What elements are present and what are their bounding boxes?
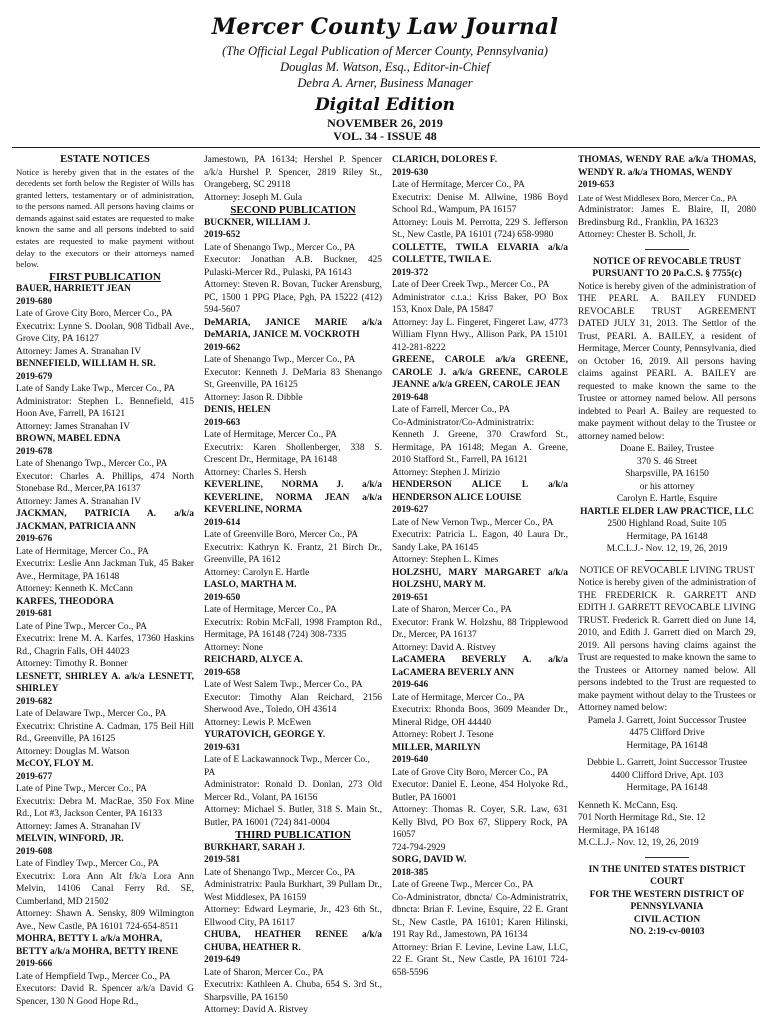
case-number: 2019-676 — [16, 534, 53, 545]
attorney: Attorney: Stephen L. Kimes — [392, 555, 499, 565]
decedent-name: GREENE, CAROLE a/k/a GREENE, CAROLE J. a/k/a GREENE, CAROLE JEANNE a/k/a GREEN, CAROLE JEAN — [392, 355, 568, 390]
attorney: Attorney: Kenneth K. McCann — [16, 584, 133, 595]
publication-dates: M.C.L.J.- Nov. 12, 19, 26, 2019 — [578, 838, 699, 848]
trustee-address: 4475 Clifford Drive — [629, 728, 705, 738]
attorney: Attorney: Douglas M. Watson — [16, 746, 130, 757]
attorney: Attorney: David A. Ristvey — [204, 1005, 308, 1015]
residence: Late of Pine Twp., Mercer Co., PA — [16, 784, 147, 795]
separator — [645, 560, 689, 561]
estate-notices-heading: ESTATE NOTICES — [60, 154, 150, 165]
trustee-or-attorney: or his attorney — [639, 481, 695, 492]
residence: Late of Sandy Lake Twp., Mercer Co., PA — [16, 384, 175, 395]
case-number: 2019-658 — [204, 667, 241, 678]
representative: Executrix: Debra M. MacRae, 350 Fox Mine Rd., Lot #3, Jackson Center, PA 16133 — [16, 796, 194, 820]
case-number: 2019-682 — [16, 696, 53, 707]
decedent-name: REICHARD, ALYCE A. — [204, 655, 303, 665]
masthead-rule — [12, 147, 760, 148]
residence: Late of Delaware Twp., Mercer Co., PA — [16, 709, 167, 720]
case-number: 2019-372 — [392, 267, 429, 278]
residence: Late of Hermitage, Mercer Co., PA — [204, 430, 337, 440]
attorney: Attorney: James A. Stranahan IV — [16, 821, 142, 832]
case-number: 2019-651 — [392, 592, 429, 603]
masthead-description: (The Official Legal Publication of Mercer County, Pennsylvania) — [222, 44, 548, 58]
decedent-name: MILLER, MARILYN — [392, 742, 481, 753]
attorney: Attorney: Edward Leymarie, Jr., 423 6th St., Ellwood City, PA 16117 — [204, 905, 382, 928]
attorney: Attorney: Charles S. Hersh — [204, 467, 307, 478]
attorney: Attorney: Stephen J. Mirizio — [392, 467, 500, 478]
separator — [645, 249, 689, 250]
masthead-editor: Douglas M. Watson, Esq., Editor-in-Chief — [280, 60, 490, 74]
decedent-name: BROWN, MABEL EDNA — [16, 434, 121, 445]
case-number: 2019-650 — [204, 592, 241, 603]
court-notice-header — [578, 864, 756, 939]
estate-entry — [204, 842, 382, 930]
attorney: Attorney: Thomas R. Coyer, S.R. Law, 631 Kelly Blvd, PO Box 67, Slippery Rock, PA 16057 — [392, 805, 568, 840]
decedent-name: KARFES, THEODORA — [16, 596, 114, 607]
attorney: Attorney: Robert J. Tesone — [392, 730, 494, 740]
case-number: 2019-681 — [16, 609, 53, 620]
decedent-name: MOHRA, BETTY I. a/k/a MOHRA, BETTY a/k/a MOHRA, BETTY IRENE — [16, 934, 179, 957]
attorney-phone: 724-794-2929 — [392, 842, 446, 853]
residence: Late of Hermitage, Mercer Co., PA — [204, 605, 337, 615]
attorney: Attorney: Timothy R. Bonner — [16, 659, 128, 670]
representative: Executor: Daniel E. Leone, 454 Holyoke Rd., Butler, PA 16001 — [392, 780, 568, 803]
case-number: 2019-640 — [392, 755, 429, 765]
representative: Administrator: James E. Blaire, II, 2080 Bredinsburg Rd., Franklin, PA 16323 — [578, 205, 756, 228]
representative: Executrix: Karen Shollenberger, 338 S. Crescent Dr., Hermitage, PA 16148 — [204, 442, 382, 465]
issue-volume: VOL. 34 - ISSUE 48 — [333, 129, 437, 143]
issue-date: NOVEMBER 26, 2019 — [327, 116, 443, 130]
trustee-city: Hermitage, PA 16148 — [626, 783, 708, 793]
law-firm: HARTLE ELDER LAW PRACTICE, LLC — [580, 506, 754, 517]
estate-entry — [204, 579, 382, 654]
trust-notice-title: NOTICE OF REVOCABLE TRUST PURSUANT TO 20 Pa.C.S. § 7755(c) — [592, 256, 742, 279]
attorney-address: 701 North Hermitage Rd., Ste. 12 — [578, 813, 706, 823]
attorney: Attorney: James A. Stranahan IV — [16, 496, 142, 507]
representative: Executor: Frank W. Holzshu, 88 Tripplewood Dr., Mercer, PA 16137 — [392, 617, 568, 640]
estate-entry — [392, 654, 568, 742]
residence: Late of Shenango Twp., Mercer Co., PA — [204, 242, 356, 253]
estate-entry — [16, 596, 194, 671]
decedent-name: HENDERSON ALICE L a/k/a HENDERSON ALICE LOUISE — [392, 480, 568, 503]
successor-trustee-1 — [578, 715, 756, 753]
decedent-name: YURATOVICH, GEORGE Y. — [204, 730, 326, 740]
residence: Late of West Salem Twp., Mercer Co., PA — [204, 680, 363, 690]
residence: Late of New Vernon Twp., Mercer Co., PA — [392, 517, 554, 528]
attorney: Attorney: Steven R. Bovan, Tucker Arensburg, PC, 1500 1 PPG Place, Pgh, PA 15222 (412) 594-5607 — [204, 280, 382, 315]
representative: Co-Administrator/Co-Administratrix: Kenneth J. Greene, 370 Crawford St., Hermitage, PA 16148; Megan A. Greene, 2010 Stafford St., Farrell, PA 16121 — [392, 417, 568, 465]
attorney: Attorney: Carolyn E. Hartle — [204, 567, 310, 578]
residence: Late of Shenango Twp., Mercer Co., PA — [204, 355, 356, 365]
representative: Executors: David R. Spencer a/k/a David G Spencer, 130 N Good Hope Rd., — [16, 984, 194, 1007]
estate-entry — [204, 404, 382, 479]
decedent-name: CHUBA, HEATHER RENEE a/k/a CHUBA, HEATHER R. — [204, 930, 382, 953]
column-2 — [204, 154, 382, 1016]
residence: Late of Sharon, Mercer Co., PA — [392, 605, 512, 615]
case-number: 2019-678 — [16, 446, 53, 457]
estate-entry — [204, 929, 382, 1016]
trustee-block — [578, 443, 756, 556]
trustee-name: Debbie L. Garrett, Joint Successor Trustee — [586, 758, 748, 768]
estate-entry — [204, 729, 382, 829]
estate-entry — [392, 354, 568, 479]
representative: Executrix: Irene M. A. Karfes, 17360 Haskins Rd., Chagrin Falls, OH 44023 — [16, 634, 194, 657]
representative: Executrix: Robin McFall, 1998 Frampton Rd., Hermitage, PA 16148 (724) 308-7335 — [204, 617, 382, 640]
estate-entry — [16, 283, 194, 358]
estate-entry — [392, 567, 568, 655]
estate-notices-intro: Notice is hereby given that in the estates of the decedents set forth below the Register of Wills has granted letters, testamentary or of administration, to the persons named. All persons having claims or demands against said estates are requested to make known the same and all persons indebted to said estates are requested to make payment without delay to the executors or their attorneys named below. — [16, 166, 194, 270]
third-publication-heading: THIRD PUBLICATION — [235, 829, 351, 841]
attorney-city: Hermitage, PA 16148 — [578, 825, 660, 836]
case-number: 2019-666 — [16, 959, 53, 970]
representative: Executrix: Christine A. Cadman, 175 Beil Hill Rd., Greenville, PA 16125 — [16, 721, 194, 745]
estate-entry — [16, 508, 194, 596]
case-number: 2019-679 — [16, 371, 53, 382]
representative: Executor: Timothy Alan Reichard, 2156 Sherwood Ave., Toledo, OH 43614 — [204, 692, 382, 715]
estate-entry — [16, 758, 194, 833]
estate-entry — [392, 242, 568, 355]
estate-entry — [204, 317, 382, 405]
continued-entry: Jamestown, PA 16134; Hershel P. Spencer a/k/a Hurshel P. Spencer, 2819 Riley St., Orangeberg, SC 29118 — [204, 155, 382, 190]
representative: Administrator: Stephen L. Bennefield, 415 Hoon Ave, Farrell, PA 16121 — [16, 396, 194, 420]
case-number: 2019-653 — [578, 180, 615, 190]
residence: Late of Shenango Twp., Mercer Co., PA — [16, 459, 168, 470]
decedent-name: LASLO, MARTHA M. — [204, 580, 297, 590]
decedent-name: DeMARIA, JANICE MARIE a/k/a DeMARIA, JANICE M. VOCKROTH — [204, 317, 382, 340]
case-number: 2019-648 — [392, 392, 429, 403]
successor-trustee-2 — [578, 757, 756, 795]
case-number: 2019-630 — [392, 167, 429, 178]
residence: Late of Hempfield Twp., Mercer Co., PA — [16, 971, 171, 982]
decedent-name: JACKMAN, PATRICIA A. a/k/a JACKMAN, PATRICIA ANN — [16, 509, 194, 532]
estate-entry — [392, 742, 568, 855]
representative: Administrator: Ronald D. Donlan, 273 Old Mercer Rd., Volant, PA 16156 — [204, 780, 382, 803]
case-number: 2019-646 — [392, 680, 429, 690]
case-number: 2019-652 — [204, 230, 241, 240]
estate-entry — [578, 154, 756, 242]
residence: Late of Sharon, Mercer Co., PA — [204, 967, 324, 978]
case-number: 2019-677 — [16, 771, 53, 782]
attorney: Attorney: Shawn A. Sensky, 809 Wilmington Ave., New Castle, PA 16101 724-654-8511 — [16, 909, 194, 932]
decedent-name: BUCKNER, WILLIAM J. — [204, 217, 311, 228]
residence: Late of Grove City Boro, Mercer Co., PA — [392, 767, 549, 778]
case-number: 2019-581 — [204, 855, 241, 865]
residence: Late of Greenville Boro, Mercer Co., PA — [204, 530, 359, 540]
decedent-name: BURKHART, SARAH J. — [204, 842, 305, 853]
representative: Executrix: Leslie Ann Jackman Tuk, 45 Baker Ave., Hermitage, PA 16148 — [16, 559, 194, 582]
trust-attorney — [578, 800, 756, 850]
representative: Executrix: Denise M. Allwine, 1986 Boyd School Rd., Wampum, PA 16157 — [392, 192, 568, 215]
decedent-name: LaCAMERA BEVERLY A. a/k/a LaCAMERA BEVERLY ANN — [392, 655, 568, 678]
decedent-name: KEVERLINE, NORMA J. a/k/a KEVERLINE, NORMA JEAN a/k/a KEVERLINE, NORMA — [204, 480, 382, 515]
attorney: Attorney: Louis M. Perrotta, 229 S. Jefferson St., New Castle, PA 16101 (724) 658-9980 — [392, 217, 568, 240]
residence: Late of Deer Creek Twp., Mercer Co., PA — [392, 280, 550, 290]
masthead-manager: Debra A. Arner, Business Manager — [297, 76, 473, 90]
decedent-name: MELVIN, WINFORD, JR. — [16, 834, 124, 845]
residence: Late of Shenango Twp., Mercer Co., PA — [204, 867, 356, 878]
case-number: 2019-631 — [204, 742, 241, 753]
representative: Executor: Kenneth J. DeMaria 83 Shenango St, Greenville, PA 16125 — [204, 367, 382, 390]
decedent-name: McCOY, FLOY M. — [16, 759, 94, 770]
residence: Late of Findley Twp., Mercer Co., PA — [16, 859, 159, 870]
trust-notice-body: Notice is hereby given of the administration of THE PEARL A. BAILEY FUNDED REVOCABLE TRUST AGREEMENT DATED JULY 31, 2013. The Settlor of the Trust, PEARL A. BAILEY, a resident of Hermitage, Mercer County, Pennsylvania, died on October 16, 2019. All persons having claims against PEARL A. BAILEY are requested to make known the same to the Trustee or attorney named below. All persons indebted to Pearl A. Bailey are requested to make payment without delay to the Trustee or attorney named below: — [578, 281, 756, 442]
estate-entry — [392, 479, 568, 567]
decedent-name: THOMAS, WENDY RAE a/k/a THOMAS, WENDY R. a/k/a THOMAS, WENDY — [578, 155, 756, 178]
attorney: Attorney: James A. Stranahan IV — [16, 346, 142, 357]
case-number: 2019-649 — [204, 955, 241, 965]
trustee-city: Sharpsville, PA 16150 — [625, 469, 709, 479]
firm-city: Hermitage, PA 16148 — [626, 531, 708, 542]
estate-entry — [16, 833, 194, 933]
case-number: 2019-627 — [392, 505, 429, 515]
trustee-name: Doane E. Bailey, Trustee — [619, 444, 714, 454]
decedent-name: BAUER, HARRIETT JEAN — [16, 284, 131, 295]
residence: Late of Greene Twp., Mercer Co., PA — [392, 880, 534, 890]
attorney: Attorney: Lewis P. McEwen — [204, 717, 311, 728]
case-number: 2019-662 — [204, 342, 241, 353]
representative: Executrix: Kathleen A. Chuba, 654 S. 3rd St., Sharpsville, PA 16150 — [204, 980, 382, 1003]
residence: Late of West Middlesex Boro, Mercer Co., PA — [578, 192, 738, 203]
estate-entry — [204, 654, 382, 729]
estate-entry — [392, 154, 568, 242]
estate-entry — [392, 854, 568, 979]
column-1 — [16, 154, 194, 1016]
separator — [645, 857, 689, 858]
decedent-name: SORG, DAVID W. — [392, 855, 467, 865]
representative: Executor: Jonathan A.B. Buckner, 425 Pulaski-Mercer Rd., Pulaski, PA 16143 — [204, 255, 382, 278]
residence: Late of Hermitage, Mercer Co., PA — [16, 546, 149, 557]
estate-entry — [204, 479, 382, 579]
estate-entry — [16, 433, 194, 508]
court-district: FOR THE WESTERN DISTRICT OF PENNSYLVANIA — [589, 889, 745, 912]
second-publication-heading: SECOND PUBLICATION — [230, 204, 356, 216]
attorney: Attorney: Joseph M. Gula — [204, 192, 303, 203]
trustee-address: 4400 Clifford Drive, Apt. 103 — [610, 770, 724, 781]
living-trust-title: NOTICE OF REVOCABLE LIVING TRUST — [579, 565, 755, 576]
attorney: Attorney: Jason R. Dibble — [204, 392, 303, 403]
masthead-title: Mercer County Law Journal — [211, 14, 559, 40]
estate-entry — [16, 671, 194, 759]
column-4 — [578, 154, 756, 1016]
case-number: NO. 2:19-cv-00103 — [629, 927, 705, 937]
case-number: 2019-614 — [204, 517, 241, 528]
attorney: Attorney: James Stranahan IV — [16, 421, 131, 432]
estate-entry — [16, 933, 194, 1008]
residence: Late of Hermitage, Mercer Co., PA — [392, 180, 525, 190]
representative: Administrator c.t.a.: Kriss Baker, PO Box 153, Knox Dale, PA 15847 — [392, 292, 568, 315]
residence: Late of Pine Twp., Mercer Co., PA — [16, 621, 147, 632]
attorney: Attorney: Brian F. Levine, Levine Law, LLC, 22 E. Grant St., New Castle, PA 16101 724-658-5596 — [392, 942, 568, 978]
representative: Executrix: Kathryn K. Frantz, 21 Birch Dr., Greenville, PA 1612 — [204, 542, 382, 565]
case-number: 2019-663 — [204, 417, 241, 428]
case-number: 2019-608 — [16, 846, 53, 857]
attorney-name: Carolyn E. Hartle, Esquire — [616, 494, 718, 504]
representative: Administratrix: Paula Burkhart, 39 Pullam Dr., West Middlesex, PA 16159 — [204, 880, 382, 903]
residence: Late of E Lackawannock Twp., Mercer Co., PA — [204, 755, 370, 778]
court-name: IN THE UNITED STATES DISTRICT COURT — [588, 864, 746, 887]
attorney: Attorney: None — [204, 642, 263, 653]
representative: Executrix: Patricia L. Eagon, 40 Laura Dr., Sandy Lake, PA 16145 — [392, 530, 568, 553]
decedent-name: LESNETT, SHIRLEY A. a/k/a LESNETT, SHIRLEY — [16, 671, 194, 695]
column-3 — [392, 154, 568, 1016]
attorney-name: Kenneth K. McCann, Esq. — [578, 800, 678, 811]
estate-entry — [204, 217, 382, 317]
attorney: Attorney: David A. Ristvey — [392, 642, 496, 653]
decedent-name: COLLETTE, TWILA ELVARIA a/k/a COLLETTE, TWILA E. — [392, 242, 568, 265]
attorney: Attorney: Jay L. Fingeret, Fingeret Law, 4773 William Flynn Hwy., Allison Park, PA 15101 412-281-8222 — [392, 317, 568, 353]
residence: Late of Hermitage, Mercer Co., PA — [392, 692, 525, 703]
representative: Executrix: Lynne S. Doolan, 908 Tidball Ave., Grove City, PA 16127 — [16, 321, 194, 345]
case-number: 2018-385 — [392, 867, 429, 878]
residence: Late of Grove City Boro, Mercer Co., PA — [16, 309, 173, 320]
residence: Late of Farrell, Mercer Co., PA — [392, 405, 511, 415]
decedent-name: BENNEFIELD, WILLIAM H. SR. — [16, 359, 156, 370]
publication-dates: M.C.L.J.- Nov. 12, 19, 26, 2019 — [606, 544, 728, 554]
representative: Co-Administrator, dbncta/ Co-Administratrix, dbncta: Brian F. Levine, Esquire, 22 E. Grant St., New Castle, PA 16101; Karen Hilinski, 191 Ray Rd., Jamestown, PA 16134 — [392, 892, 568, 940]
living-trust-body: Notice is hereby given of the administration of THE FREDERICK R. GARRETT AND EDITH J. GARRETT REVOCABLE LIVING TRUST. Frederick R. Garrett died on June 14, 2010, and Edith J. Garrett died on March 29, 2019. All persons having claims against the Trust are requested to make known the same to the Trustees or Attorney named below. All persons indebted to the Trust are requested to make payment without delay to the Trustees or Attorney named below: — [578, 578, 756, 713]
estate-entry — [16, 358, 194, 433]
case-number: 2019-680 — [16, 296, 53, 307]
decedent-name: DENIS, HELEN — [204, 405, 271, 415]
decedent-name: HOLZSHU, MARY MARGARET a/k/a HOLZSHU, MARY M. — [392, 567, 568, 590]
action-type: CIVIL ACTION — [633, 914, 701, 925]
representative: Executrix: Lora Ann Alt f/k/a Lora Ann Melvin, 14106 Canal Ferry Rd. SE, Cumberland, MD 21502 — [16, 871, 194, 907]
trustee-address: 370 S. 46 Street — [636, 456, 698, 467]
attorney: Attorney: Chester B. Scholl, Jr. — [578, 230, 697, 240]
trustee-name: Pamela J. Garrett, Joint Successor Trustee — [587, 715, 747, 726]
first-publication-heading: FIRST PUBLICATION — [49, 270, 161, 283]
attorney: Attorney: Michael S. Butler, 318 S. Main St., Butler, PA 16001 (724) 841-0004 — [204, 805, 382, 828]
trustee-city: Hermitage, PA 16148 — [626, 740, 708, 751]
representative: Executrix: Rhonda Boos, 3609 Meander Dr., Mineral Ridge, OH 44440 — [392, 705, 568, 728]
decedent-name: CLARICH, DOLORES F. — [392, 155, 498, 165]
representative: Executor: Charles A. Phillips, 474 North Stonebase Rd., Mercer,PA 16137 — [16, 471, 194, 495]
masthead-edition: Digital Edition — [314, 95, 456, 115]
firm-address: 2500 Highland Road, Suite 105 — [607, 519, 727, 529]
